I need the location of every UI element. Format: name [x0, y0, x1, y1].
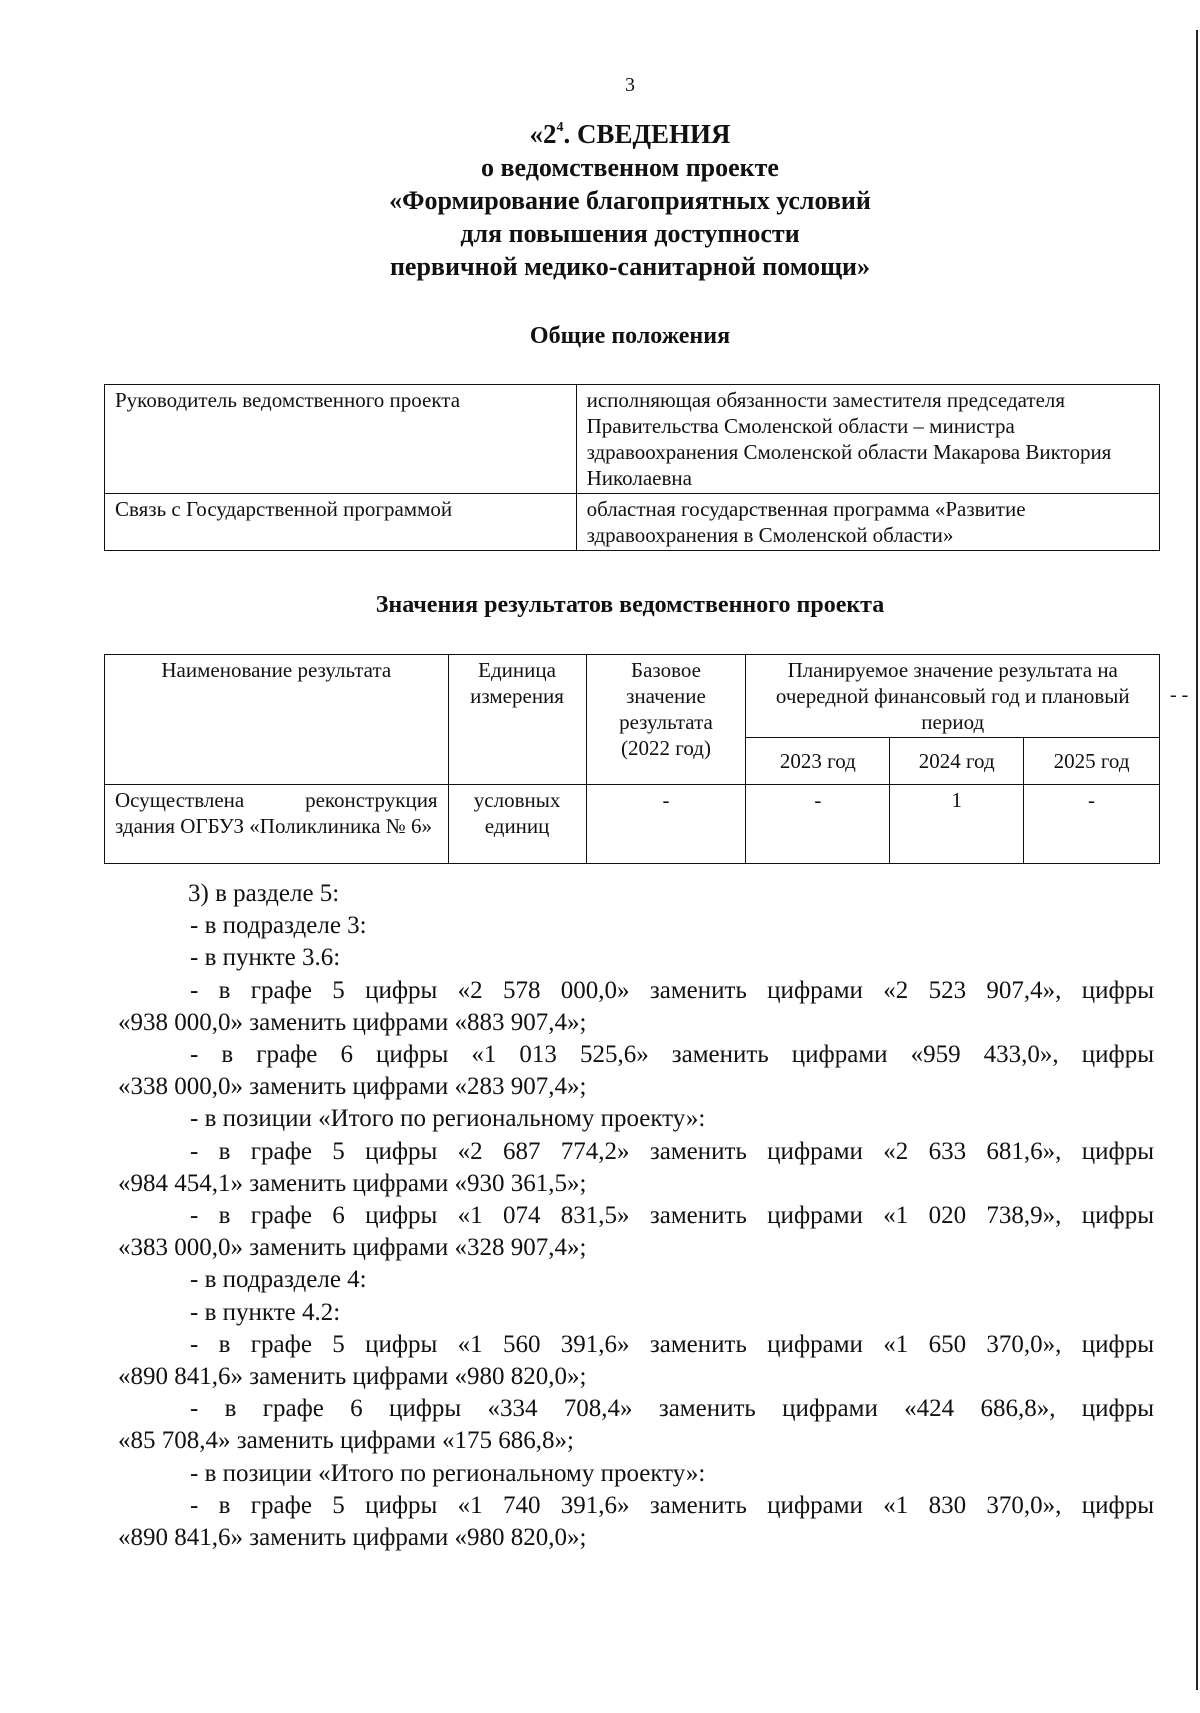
- text-line: - в графе 6 цифры «1 074 831,5» заменить цифрами «1 020 738,9», цифры: [190, 1202, 1154, 1230]
- text-line: - в графе 6 цифры «1 013 525,6» заменить цифрами «959 433,0», цифры: [190, 1041, 1154, 1069]
- heading-line-1: [0, 118, 1200, 151]
- text-line: - в пункте 3.6:: [190, 944, 341, 972]
- cell-base-value: -: [586, 785, 746, 864]
- text-line: «938 000,0» заменить цифрами «883 907,4»;: [118, 1008, 587, 1036]
- header-base-value: Базовое значение результата (2022 год): [586, 655, 746, 785]
- table-cell-label: Руководитель ведомственного проекта: [105, 385, 577, 494]
- header-year-2023: 2023 год: [746, 738, 890, 785]
- cell-unit: условных единиц: [448, 785, 586, 864]
- document-heading: [0, 118, 1200, 283]
- cell-value-2025: -: [1024, 785, 1160, 864]
- results-table: [104, 654, 1160, 864]
- table-cell-label: Связь с Государственной программой: [105, 494, 577, 551]
- heading-line-3: «Формирование благоприятных условий: [389, 186, 871, 215]
- results-section-title: Значения результатов ведомственного проекта: [375, 592, 885, 618]
- text-line: - в позиции «Итого по региональному проекту»:: [190, 1105, 706, 1133]
- cell-result-name: Осуществлена реконструкция здания ОГБУЗ «Поликлиника № 6»: [105, 785, 449, 864]
- text-line: - в графе 5 цифры «2 687 774,2» заменить цифрами «2 633 681,6», цифры: [190, 1137, 1154, 1165]
- text-line: - в подразделе 3:: [190, 912, 367, 940]
- table-row: [105, 385, 1160, 494]
- text-line: - в позиции «Итого по региональному проекту»:: [190, 1459, 706, 1487]
- text-line: 3) в разделе 5:: [188, 880, 340, 907]
- cell-value-2023: -: [746, 785, 890, 864]
- table-row: [105, 494, 1160, 551]
- text-line: «85 708,4» заменить цифрами «175 686,8»;: [118, 1427, 574, 1455]
- table-header-row: [105, 655, 1160, 738]
- table-row: [105, 785, 1160, 864]
- cell-value-2024: 1: [890, 785, 1024, 864]
- general-section-title: Общие положения: [529, 323, 731, 349]
- heading-superscript: 4: [556, 120, 564, 135]
- header-planned-value: Планируемое значение результата на очередной финансовый год и плановый период: [746, 655, 1160, 738]
- amendment-text: [118, 878, 1154, 1554]
- text-line: «338 000,0» заменить цифрами «283 907,4»;: [118, 1073, 587, 1101]
- text-line: - в пункте 4.2:: [190, 1298, 341, 1326]
- text-line: «984 454,1» заменить цифрами «930 361,5»;: [118, 1169, 587, 1197]
- header-year-2024: 2024 год: [890, 738, 1024, 785]
- text-line: - в графе 5 цифры «2 578 000,0» заменить цифрами «2 523 907,4», цифры: [190, 976, 1154, 1004]
- heading-rest: . СВЕДЕНИЯ: [563, 119, 731, 149]
- heading-line-5: первичной медико-санитарной помощи»: [389, 252, 871, 281]
- table-cell-value: исполняющая обязанности заместителя председателя Правительства Смоленской области – министра здравоохранения Смоленской области Макарова Виктория Николаевна: [576, 385, 1159, 494]
- table-cell-value: областная государственная программа «Развитие здравоохранения в Смоленской области»: [576, 494, 1159, 551]
- text-line: - в подразделе 4:: [190, 1266, 367, 1294]
- text-line: «890 841,6» заменить цифрами «980 820,0»;: [118, 1524, 587, 1552]
- general-provisions-table: [104, 384, 1160, 551]
- page-number: 3: [625, 74, 635, 96]
- text-line: - в графе 6 цифры «334 708,4» заменить цифрами «424 686,8», цифры: [190, 1395, 1154, 1423]
- header-result-name: Наименование результата: [105, 655, 449, 785]
- text-line: «383 000,0» заменить цифрами «328 907,4»;: [118, 1234, 587, 1262]
- text-line: - в графе 5 цифры «1 740 391,6» заменить цифрами «1 830 370,0», цифры: [190, 1491, 1154, 1519]
- text-line: «890 841,6» заменить цифрами «980 820,0»;: [118, 1363, 587, 1391]
- header-unit: Единица измерения: [448, 655, 586, 785]
- margin-mark: - -: [1170, 684, 1189, 706]
- heading-lead: «2: [529, 119, 557, 149]
- heading-line-2: о ведомственном проекте: [481, 153, 779, 182]
- header-year-2025: 2025 год: [1024, 738, 1160, 785]
- text-line: - в графе 5 цифры «1 560 391,6» заменить цифрами «1 650 370,0», цифры: [190, 1330, 1154, 1358]
- heading-line-4: для повышения доступности: [460, 219, 800, 248]
